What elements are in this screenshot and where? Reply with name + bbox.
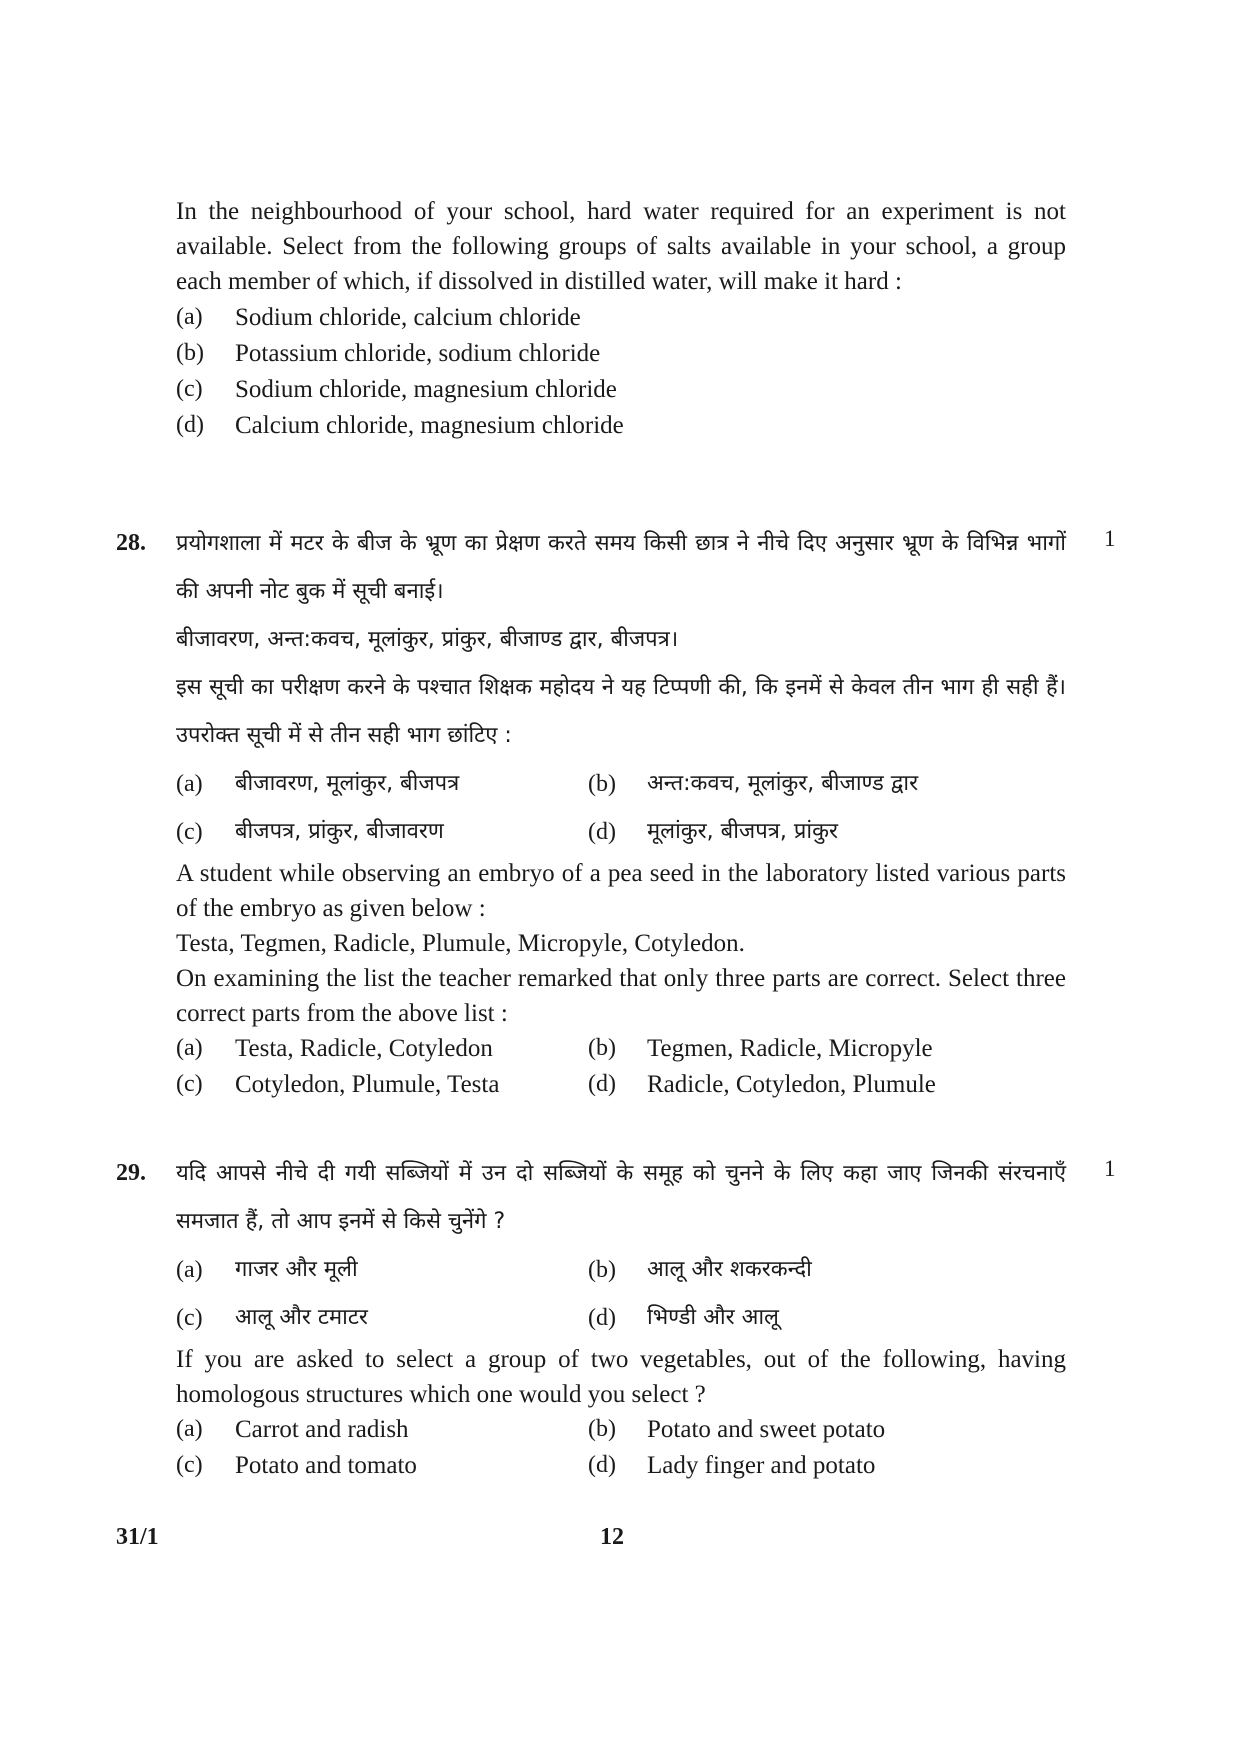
q28-hindi-options-row-1 (176, 760, 1066, 808)
option-label: (a) (176, 1035, 203, 1061)
option-label: (c) (176, 819, 203, 845)
option-text: बीजपत्र, प्रांकुर, बीजावरण (235, 819, 444, 844)
option-label: (b) (588, 1035, 616, 1061)
option-text: Carrot and radish (235, 1416, 409, 1443)
option-label: (d) (588, 1071, 616, 1097)
q28-english-stem-1: A student while observing an embryo of a pea seed in the laboratory listed various parts of the embryo as given below : (176, 860, 1066, 922)
option-label: (a) (176, 304, 203, 330)
option-label: (b) (588, 1257, 616, 1283)
q28-english-list: Testa, Tegmen, Radicle, Plumule, Micropyle, Cotyledon. (176, 930, 745, 957)
option-label: (a) (176, 1416, 203, 1442)
q28-hindi-list: बीजावरण, अन्त:कवच, मूलांकुर, प्रांकुर, बीजाण्ड द्वार, बीजपत्र। (176, 627, 679, 652)
option-text: Tegmen, Radicle, Micropyle (647, 1035, 933, 1062)
question-29 (176, 1150, 1066, 1484)
q28-hindi-options-row-2 (176, 808, 1066, 856)
option-text: भिण्डी और आलू (647, 1305, 779, 1330)
q27-option-a (176, 300, 1066, 336)
q29-english-options-row-2 (176, 1448, 1066, 1484)
option-text: आलू और टमाटर (235, 1305, 368, 1330)
option-label: (c) (176, 1071, 203, 1097)
q27-option-d (176, 408, 1066, 444)
option-text: बीजावरण, मूलांकुर, बीजपत्र (235, 771, 460, 796)
option-text: अन्त:कवच, मूलांकुर, बीजाण्ड द्वार (647, 771, 919, 796)
q29-english-options-row-1 (176, 1412, 1066, 1448)
page-number: 12 (600, 1524, 624, 1550)
q28-marks: 1 (1104, 526, 1116, 551)
option-text: Cotyledon, Plumule, Testa (235, 1071, 500, 1098)
q29-hindi-options-row-2 (176, 1294, 1066, 1342)
option-label: (c) (176, 376, 203, 402)
option-label: (c) (176, 1452, 203, 1478)
question-27 (176, 194, 1066, 444)
option-text: Sodium chloride, calcium chloride (235, 304, 581, 331)
option-label: (d) (588, 1305, 616, 1331)
q28-english-stem-2: On examining the list the teacher remarked that only three parts are correct. Select three correct parts from the above list : (176, 965, 1066, 1027)
q29-number: 29. (116, 1160, 146, 1186)
option-text: Potassium chloride, sodium chloride (235, 340, 601, 367)
q29-marks: 1 (1104, 1156, 1116, 1181)
option-label: (c) (176, 1305, 203, 1331)
option-label: (a) (176, 771, 203, 797)
question-28 (176, 520, 1066, 1103)
option-label: (b) (176, 340, 204, 366)
option-text: Potato and tomato (235, 1452, 417, 1479)
option-label: (d) (588, 1452, 616, 1478)
q29-hindi-options-row-1 (176, 1246, 1066, 1294)
q28-hindi-stem-1: प्रयोगशाला में मटर के बीज के भ्रूण का प्रेक्षण करते समय किसी छात्र ने नीचे दिए अनुसार भ्रूण के विभिन्न भागों की अपनी नोट बुक में सूची बनाई। (176, 531, 1066, 604)
paper-code: 31/1 (116, 1524, 159, 1550)
q28-english-options-row-2 (176, 1067, 1066, 1103)
q27-option-b (176, 336, 1066, 372)
option-text: Radicle, Cotyledon, Plumule (647, 1071, 936, 1098)
q29-hindi-stem: यदि आपसे नीचे दी गयी सब्जियों में उन दो सब्जियों के समूह को चुनने के लिए कहा जाए जिनकी संरचनाएँ समजात हैं, तो आप इनमें से किसे चुनेंगे ? (176, 1161, 1066, 1234)
option-text: आलू और शकरकन्दी (647, 1257, 812, 1282)
q29-english-stem: If you are asked to select a group of two vegetables, out of the following, having homologous structures which one would you select ? (176, 1346, 1066, 1408)
option-text: Lady finger and potato (647, 1452, 876, 1479)
option-label: (a) (176, 1257, 203, 1283)
q28-number: 28. (116, 530, 146, 556)
option-text: Calcium chloride, magnesium chloride (235, 412, 624, 439)
option-text: गाजर और मूली (235, 1257, 358, 1282)
option-text: Potato and sweet potato (647, 1416, 886, 1443)
option-text: Testa, Radicle, Cotyledon (235, 1035, 493, 1062)
option-label: (d) (588, 819, 616, 845)
q28-hindi-stem-2: इस सूची का परीक्षण करने के पश्चात शिक्षक महोदय ने यह टिप्पणी की, कि इनमें से केवल तीन भाग ही सही हैं। उपरोक्त सूची में से तीन सही भाग छांटिए : (176, 675, 1066, 748)
option-label: (b) (588, 771, 616, 797)
option-text: Sodium chloride, magnesium chloride (235, 376, 617, 403)
option-text: मूलांकुर, बीजपत्र, प्रांकुर (647, 819, 838, 844)
q28-english-options-row-1 (176, 1031, 1066, 1067)
q27-option-c (176, 372, 1066, 408)
option-label: (d) (176, 412, 204, 438)
option-label: (b) (588, 1416, 616, 1442)
q27-english-stem: In the neighbourhood of your school, hard water required for an experiment is not available. Select from the following groups of salts available in your school, a group each member of which, if dissolved in distilled water, will make it hard : (176, 198, 1066, 295)
